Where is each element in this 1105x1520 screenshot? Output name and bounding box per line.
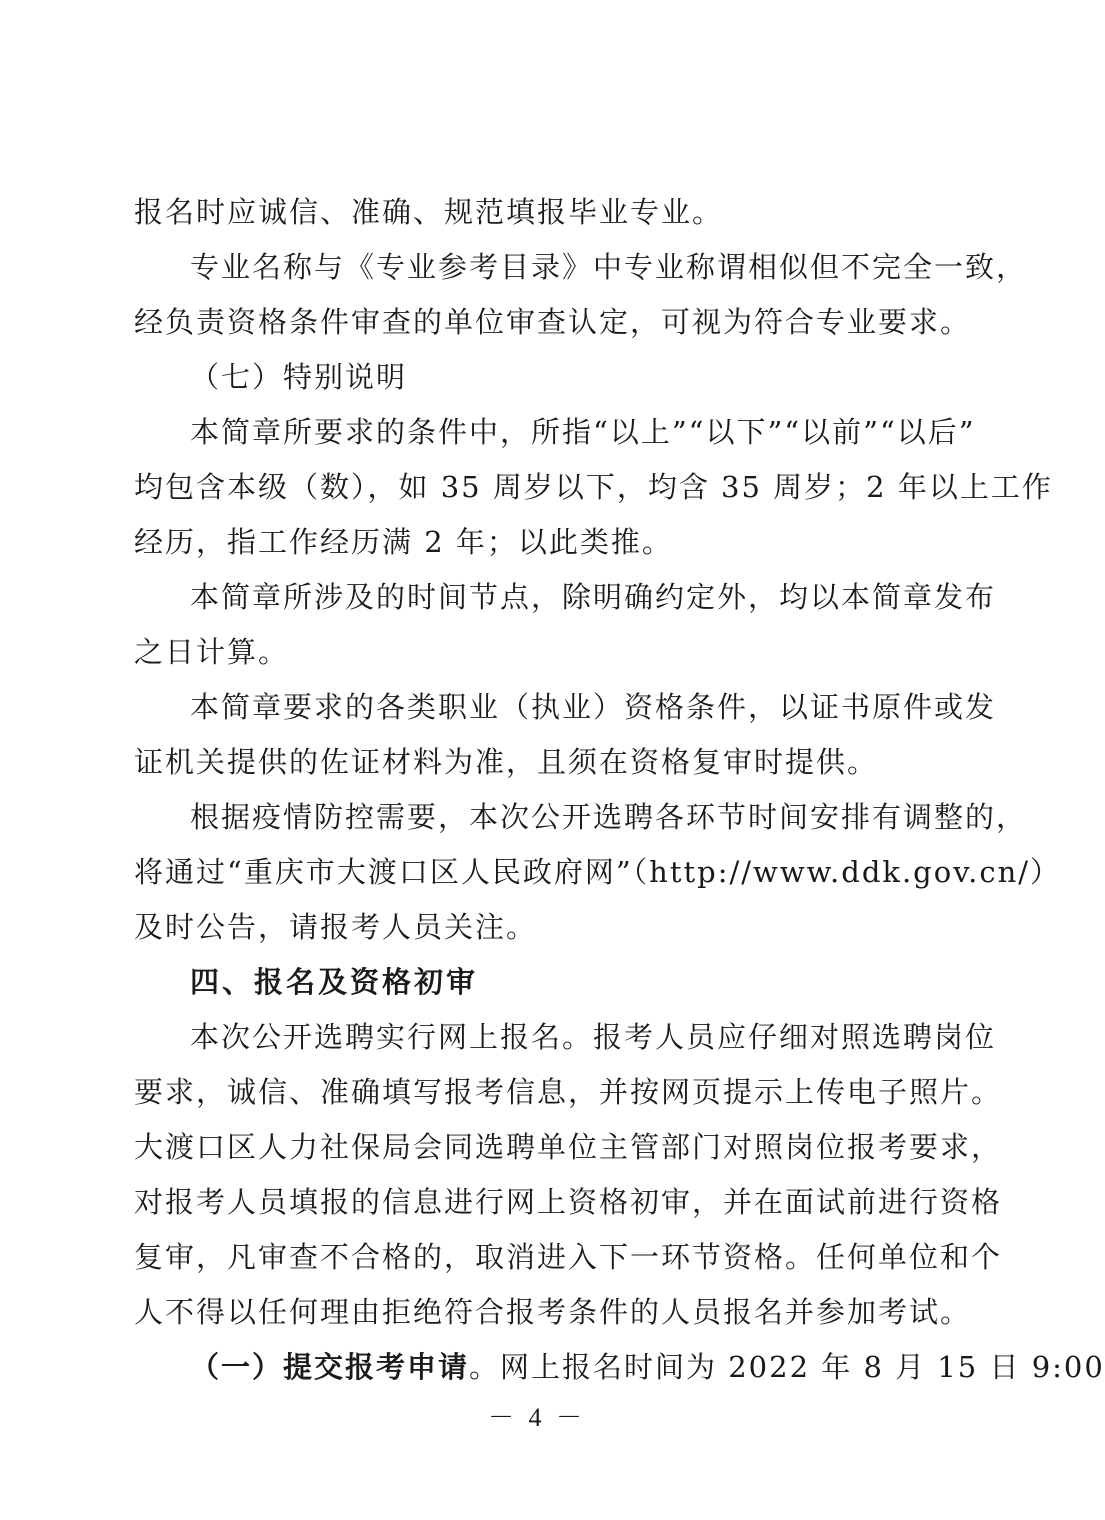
paragraph-line: 要求，诚信、准确填写报考信息，并按网页提示上传电子照片。 (134, 1075, 1003, 1109)
paragraph-line: 对报考人员填报的信息进行网上资格初审，并在面试前进行资格 (134, 1185, 1003, 1219)
paragraph-line: 复审，凡审查不合格的，取消进入下一环节资格。任何单位和个 (134, 1240, 1003, 1274)
paragraph-line: 本简章要求的各类职业（执业）资格条件，以证书原件或发 (190, 690, 997, 724)
paragraph-line: 经历，指工作经历满 2 年；以此类推。 (134, 525, 673, 559)
page-number: － 4 － (487, 1403, 586, 1432)
paragraph-line: 之日计算。 (134, 635, 290, 669)
paragraph-line: 专业名称与《专业参考目录》中专业称谓相似但不完全一致， (190, 250, 1028, 284)
paragraph-line: 根据疫情防控需要，本次公开选聘各环节时间安排有调整的， (190, 800, 1028, 834)
paragraph-line: 及时公告，请报考人员关注。 (134, 910, 538, 944)
paragraph-line (190, 1345, 1105, 1389)
subsection-heading: （一）提交报考申请 (190, 1350, 470, 1384)
paragraph-line: 报名时应诚信、准确、规范填报毕业专业。 (134, 195, 724, 229)
paragraph-line: 本简章所涉及的时间节点，除明确约定外，均以本简章发布 (190, 580, 997, 614)
paragraph-line: 均包含本级（数），如 35 周岁以下，均含 35 周岁；2 年以上工作 (134, 470, 1053, 504)
paragraph-text: 。网上报名时间为 2022 年 8 月 15 日 9:00 (469, 1350, 1105, 1384)
paragraph-line: 将通过“重庆市大渡口区人民政府网”（http://www.ddk.gov.cn/） (134, 855, 1062, 889)
paragraph-line: 本简章所要求的条件中，所指“以上”“以下”“以前”“以后” (190, 415, 976, 449)
section-heading: （七）特别说明 (190, 360, 408, 394)
paragraph-line: 大渡口区人力社保局会同选聘单位主管部门对照岗位报考要求， (134, 1130, 1003, 1164)
paragraph-line: 本次公开选聘实行网上报名。报考人员应仔细对照选聘岗位 (190, 1020, 997, 1054)
section-heading: 四、报名及资格初审 (190, 965, 479, 999)
paragraph-line: 证机关提供的佐证材料为准，且须在资格复审时提供。 (134, 745, 879, 779)
paragraph-line: 经负责资格条件审查的单位审查认定，可视为符合专业要求。 (134, 305, 972, 339)
paragraph-line: 人不得以任何理由拒绝符合报考条件的人员报名并参加考试。 (134, 1295, 972, 1329)
